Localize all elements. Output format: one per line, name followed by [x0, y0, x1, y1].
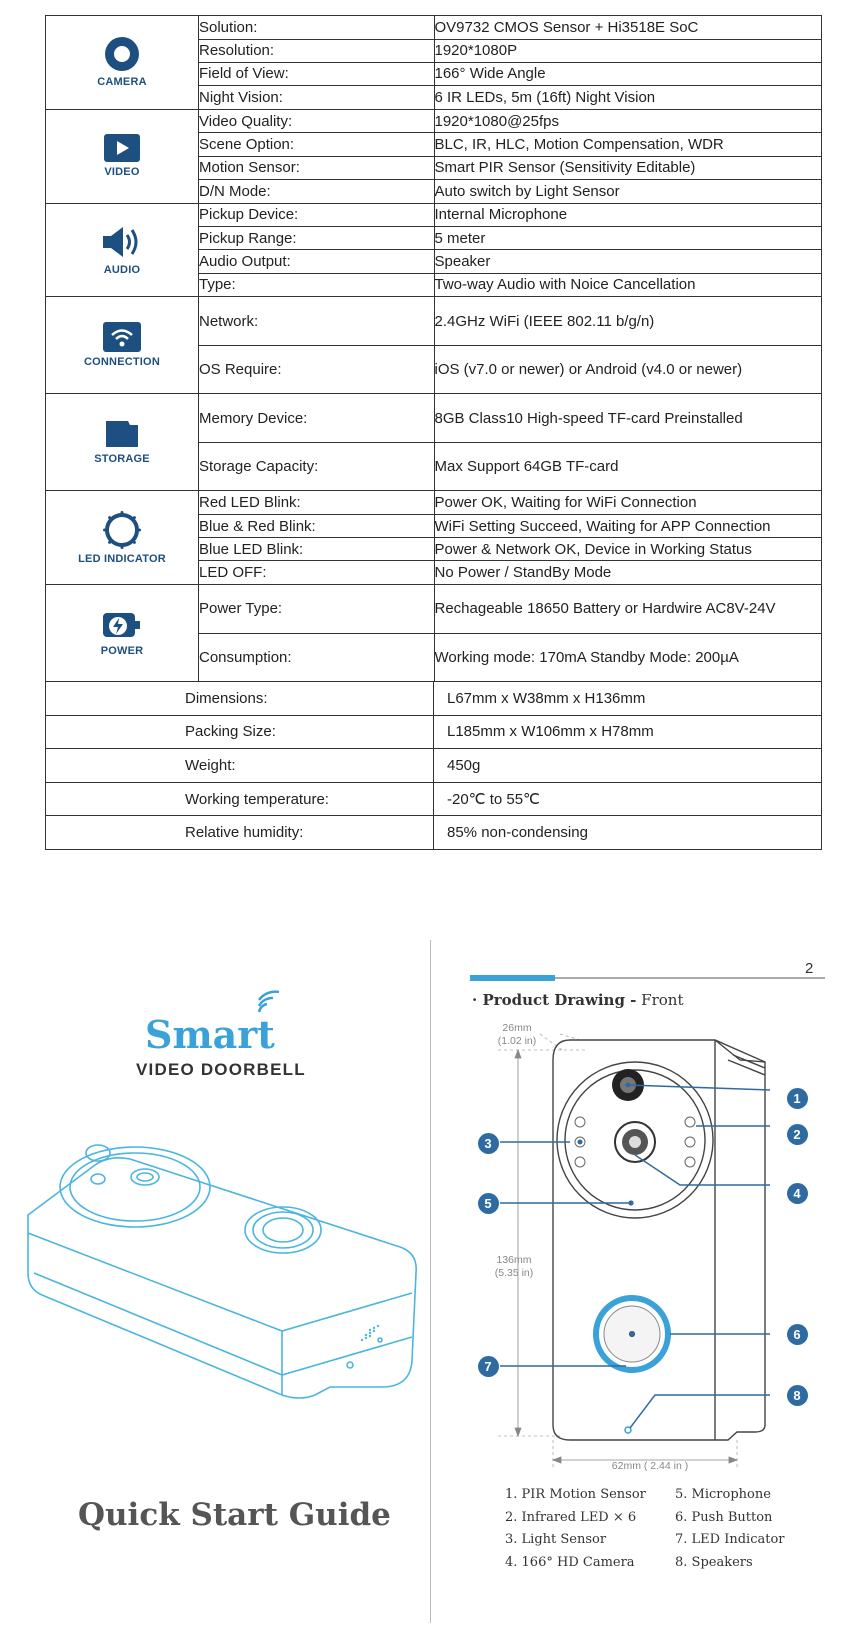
spec-row	[199, 297, 821, 345]
spec-label: Video Quality:	[199, 110, 434, 133]
spec-category-label: POWER	[100, 645, 144, 657]
spec-category-label: STORAGE	[94, 453, 150, 466]
legend-item: 7. LED Indicator	[675, 1532, 785, 1547]
spec-label: Weight:	[46, 749, 434, 783]
spec-row	[199, 133, 821, 156]
camera-icon	[104, 36, 140, 72]
spec-value: 1920*1080P	[434, 39, 821, 62]
product-drawing-title-bold: · Product Drawing -	[472, 991, 637, 1009]
spec-value: WiFi Setting Succeed, Waiting for APP Connection	[434, 514, 821, 537]
spec-label: Solution:	[199, 16, 434, 39]
spec-group-row	[46, 491, 822, 585]
led-ring-icon	[103, 511, 141, 549]
callout-badge: 1	[787, 1088, 808, 1109]
height-in: (5.35 in)	[494, 1267, 534, 1279]
spec-label: Resolution:	[199, 39, 434, 62]
spec-category-cell	[46, 491, 199, 585]
product-drawing	[470, 1030, 840, 1480]
spec-row	[199, 491, 821, 514]
spec-label: Scene Option:	[199, 133, 434, 156]
spec-row	[199, 204, 821, 227]
spec-label: D/N Mode:	[199, 179, 434, 202]
spec-row	[199, 110, 821, 133]
spec-group-row	[46, 16, 822, 110]
spec-category-label: LED INDICATOR	[78, 552, 166, 565]
spec-value: 2.4GHz WiFi (IEEE 802.11 b/g/n)	[434, 312, 655, 330]
spec-label: OS Require:	[199, 345, 434, 393]
spec-row	[199, 633, 821, 681]
spec-row	[199, 156, 821, 179]
spec-category-cell	[46, 109, 199, 203]
spec-label: Motion Sensor:	[199, 156, 434, 179]
spec-value: Power OK, Waiting for WiFi Connection	[434, 494, 697, 512]
spec-value: iOS (v7.0 or newer) or Android (v4.0 or newer)	[434, 345, 821, 393]
wifi-signal-icon	[255, 990, 285, 1020]
spec-value: Speaker	[434, 250, 821, 273]
header-rule	[470, 975, 825, 981]
spec-value: 166° Wide Angle	[434, 62, 821, 85]
spec-value: Two-way Audio with Noice Cancellation	[434, 273, 821, 296]
spec-category-label: AUDIO	[103, 263, 141, 276]
spec-value: Working mode: 170mA Standby Mode: 200µA	[434, 633, 821, 681]
cover-title: Quick Start Guide	[78, 1497, 391, 1533]
spec-label: Working temperature:	[46, 782, 434, 816]
video-play-icon	[104, 134, 140, 162]
spec-general-row	[46, 715, 822, 749]
cover-subtitle: VIDEO DOORBELL	[136, 1060, 306, 1079]
width-dimension: 62mm ( 2.44 in )	[595, 1460, 705, 1473]
spec-value: 6 IR LEDs, 5m (16ft) Night Vision	[434, 86, 821, 109]
spec-group-row	[46, 109, 822, 203]
cover-brand: Smart	[145, 1012, 275, 1057]
spec-label: Consumption:	[199, 633, 434, 681]
spec-label: Night Vision:	[199, 86, 434, 109]
spec-value: OV9732 CMOS Sensor + Hi3518E SoC	[434, 18, 699, 36]
spec-category-label: CAMERA	[97, 76, 147, 89]
spec-category-cell	[46, 16, 199, 110]
height-mm: 136mm	[496, 1254, 532, 1266]
spec-value: 85% non-condensing	[434, 816, 822, 850]
spec-value: BLC, IR, HLC, Motion Compensation, WDR	[434, 133, 821, 156]
spec-label: Audio Output:	[199, 250, 434, 273]
spec-row	[199, 442, 821, 490]
legend-item: 8. Speakers	[675, 1554, 753, 1570]
spec-category-cell	[46, 585, 199, 682]
sd-card-icon	[104, 419, 140, 449]
spec-value: Max Support 64GB TF-card	[434, 442, 821, 490]
spec-row	[199, 538, 821, 561]
spec-label: Power Type:	[199, 585, 434, 633]
product-drawing-title-view: Front	[636, 991, 684, 1009]
depth-mm: 26mm	[502, 1022, 532, 1034]
battery-bolt-icon	[101, 609, 143, 641]
spec-label: Network:	[199, 297, 434, 345]
spec-label: Pickup Device:	[199, 204, 434, 227]
page-divider	[430, 940, 431, 1623]
spec-label: Dimensions:	[46, 682, 434, 716]
spec-label: Blue & Red Blink:	[199, 514, 434, 537]
spec-row	[199, 561, 821, 584]
spec-group-row	[46, 585, 822, 682]
spec-category-label: CONNECTION	[84, 356, 160, 369]
legend-item: 2. Infrared LED × 6	[505, 1509, 637, 1525]
legend-item: 4. 166° HD Camera	[505, 1554, 635, 1570]
spec-value: Auto switch by Light Sensor	[434, 179, 821, 202]
spec-row	[199, 39, 821, 62]
product-drawing-title	[472, 991, 683, 1009]
spec-category-label: VIDEO	[104, 166, 140, 179]
spec-general-row	[46, 682, 822, 716]
spec-value: Rechageable 18650 Battery or Hardwire AC8V-24V	[434, 600, 776, 618]
doorbell-illustration	[20, 1125, 420, 1425]
spec-row	[199, 62, 821, 85]
spec-row	[199, 250, 821, 273]
wifi-icon	[103, 322, 141, 352]
spec-general-row	[46, 782, 822, 816]
callout-badge: 6	[787, 1324, 808, 1345]
spec-group-row	[46, 297, 822, 394]
callout-badge: 3	[478, 1133, 499, 1154]
spec-row	[199, 227, 821, 250]
callout-badge: 7	[478, 1356, 499, 1377]
spec-row	[199, 273, 821, 296]
callout-badge: 4	[787, 1183, 808, 1204]
spec-value: Smart PIR Sensor (Sensitivity Editable)	[434, 156, 821, 179]
spec-value: L185mm x W106mm x H78mm	[434, 715, 822, 749]
legend-item: 3. Light Sensor	[505, 1532, 607, 1547]
spec-value: No Power / StandBy Mode	[434, 561, 821, 584]
spec-value: L67mm x W38mm x H136mm	[434, 682, 822, 716]
callout-badge: 5	[478, 1193, 499, 1214]
legend-left	[505, 1484, 646, 1574]
spec-value: Power & Network OK, Device in Working Status	[434, 538, 821, 561]
spec-label: Red LED Blink:	[199, 491, 434, 514]
spec-value: 5 meter	[434, 227, 821, 250]
spec-category-cell	[46, 394, 199, 491]
legend-item: 1. PIR Motion Sensor	[505, 1487, 646, 1502]
spec-label: Relative humidity:	[46, 816, 434, 850]
spec-value: -20℃ to 55℃	[434, 782, 822, 816]
spec-row	[199, 345, 821, 393]
spec-label: Pickup Range:	[199, 227, 434, 250]
spec-group-row	[46, 203, 822, 297]
spec-label: LED OFF:	[199, 561, 434, 584]
legend-right	[675, 1484, 785, 1574]
spec-value: 450g	[434, 749, 822, 783]
spec-label: Field of View:	[199, 62, 434, 85]
spec-label: Packing Size:	[46, 715, 434, 749]
spec-value: 8GB Class10 High-speed TF-card Preinstalled	[434, 409, 743, 427]
spec-row	[199, 394, 821, 442]
spec-row	[199, 585, 821, 633]
spec-group-row	[46, 394, 822, 491]
spec-label: Blue LED Blink:	[199, 538, 434, 561]
spec-label: Memory Device:	[199, 394, 434, 442]
spec-value: Internal Microphone	[434, 206, 568, 224]
spec-value: 1920*1080@25fps	[434, 112, 559, 130]
spec-label: Type:	[199, 273, 434, 296]
spec-general-row	[46, 749, 822, 783]
callout-badge: 2	[787, 1124, 808, 1145]
spec-row	[199, 179, 821, 202]
spec-category-cell	[46, 297, 199, 394]
legend-item: 5. Microphone	[675, 1487, 771, 1502]
depth-in: (1.02 in)	[497, 1035, 537, 1047]
spec-general-row	[46, 816, 822, 850]
callout-badge: 8	[787, 1385, 808, 1406]
spec-row	[199, 16, 821, 39]
spec-category-cell	[46, 203, 199, 297]
spec-label: Storage Capacity:	[199, 442, 434, 490]
legend-item: 6. Push Button	[675, 1509, 773, 1525]
page-number: 2	[805, 960, 814, 977]
spec-table	[45, 15, 822, 850]
spec-row	[199, 514, 821, 537]
spec-row	[199, 86, 821, 109]
speaker-icon	[101, 224, 143, 260]
